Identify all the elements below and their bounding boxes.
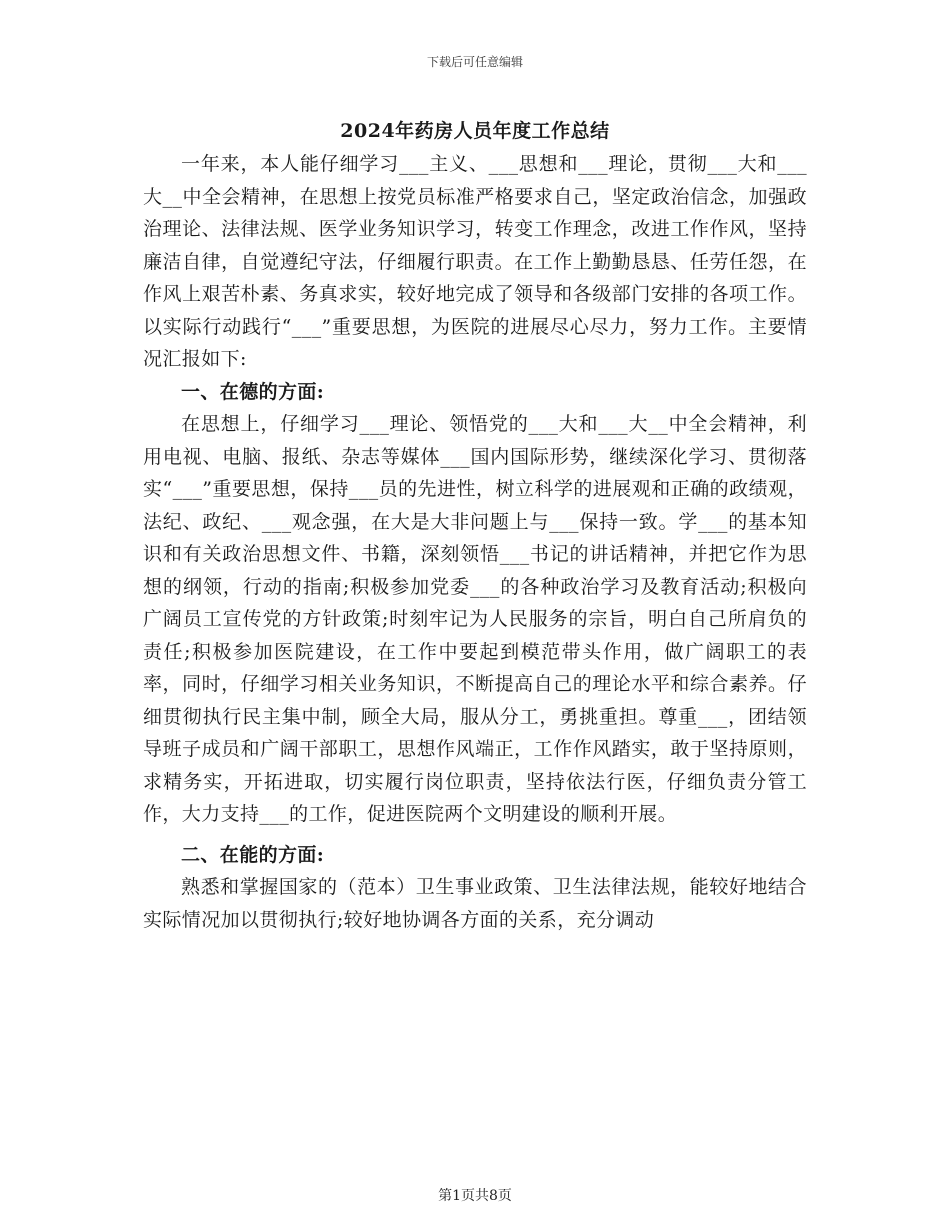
intro-paragraph: 一年来，本人能仔细学习___主义、___思想和___理论，贯彻___大和___大__中全会精神，在思想上按党员标准严格要求自己，坚定政治信念，加强政治理论、法律法规、医学业务知识学习，转变工作理念，改进工作作风，坚持廉洁自律，自觉遵纪守法，仔细履行职责。在工作上勤勤恳恳、任劳任怨，在作风上艰苦朴素、务真求实，较好地完成了领导和各级部门安排的各项工作。以实际行动践行“___”重要思想，为医院的进展尽心尽力，努力工作。主要情况汇报如下: (143, 153, 807, 370)
section-heading-ability: 二、在能的方面: (181, 843, 325, 866)
page-number: 第1页共8页 (438, 1188, 512, 1204)
header-note: 下载后可任意编辑 (426, 55, 523, 69)
document-body (143, 148, 807, 936)
section-paragraph-morality: 在思想上，仔细学习___理论、领悟党的___大和___大__中全会精神，利用电视、电脑、报纸、杂志等媒体___国内国际形势，继续深化学习、贯彻落实“___”重要思想，保持___员的先进性，树立科学的进展观和正确的政绩观，法纪、政纪、___观念强，在大是大非问题上与___保持一致。学___的基本知识和有关政治思想文件、书籍，深刻领悟___书记的讲话精神，并把它作为思想的纲领，行动的指南;积极参加党委___的各种政治学习及教育活动;积极向广阔员工宣传党的方针政策;时刻牢记为人民服务的宗旨，明白自己所肩负的责任;积极参加医院建设，在工作中要起到模范带头作用，做广阔职工的表率，同时，仔细学习相关业务知识，不断提高自己的理论水平和综合素养。仔细贯彻执行民主集中制，顾全大局，服从分工，勇挑重担。尊重___，团结领导班子成员和广阔干部职工，思想作风端正，工作作风踏实，敢于坚持原则，求精务实，开拓进取，切实履行岗位职责，坚持依法行医，仔细负责分管工作，大力支持___的工作，促进医院两个文明建设的顺利开展。 (143, 413, 807, 825)
section-heading-morality: 一、在德的方面: (181, 380, 325, 403)
section-paragraph-ability: 熟悉和掌握国家的（范本）卫生事业政策、卫生法律法规，能较好地结合实际情况加以贯彻执行;较好地协调各方面的关系，充分调动 (143, 876, 807, 931)
document-title: 2024年药房人员年度工作总结 (340, 120, 610, 142)
section-spacer (143, 831, 807, 839)
